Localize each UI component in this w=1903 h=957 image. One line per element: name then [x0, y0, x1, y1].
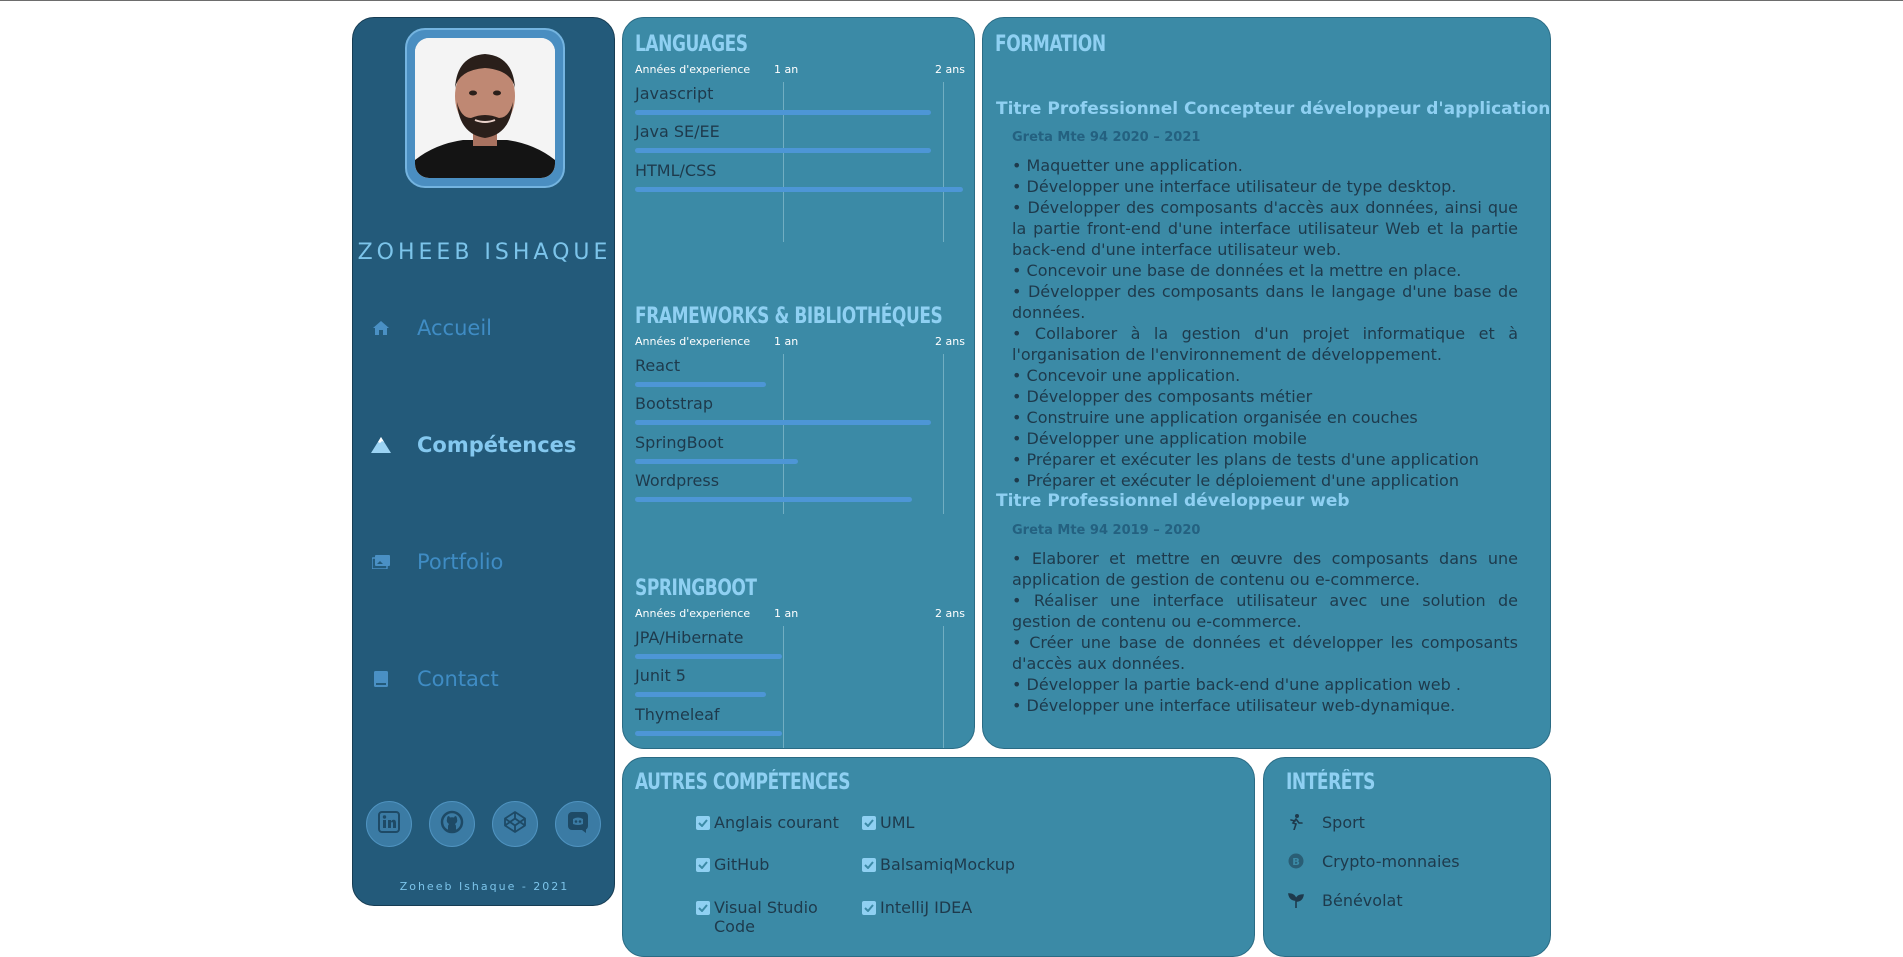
formation-skill-item: • Construire une application organisée en couches	[1012, 408, 1418, 427]
formation-skill-item: • Développer une interface utilisateur web-dynamique.	[1012, 696, 1456, 715]
formation-skill-item: • Développer une application mobile	[1012, 429, 1307, 448]
other-skill-item: Anglais courant	[696, 813, 856, 832]
axis-tick-2: 2 ans	[935, 335, 965, 348]
skill-label: HTML/CSS	[635, 161, 717, 180]
skill-bar	[635, 382, 766, 387]
codepen-button[interactable]	[492, 801, 538, 847]
formation-title: FORMATION	[995, 32, 1106, 57]
axis-label-years: Années d'experience	[635, 63, 751, 76]
formation-skill-item: • Développer une interface utilisateur de type desktop.	[1012, 177, 1457, 196]
axis-tick-2: 2 ans	[935, 63, 965, 76]
axis-tick-1: 1 an	[774, 63, 799, 76]
skill-label: Javascript	[635, 84, 714, 103]
year-gridline	[943, 626, 944, 749]
check-icon	[696, 816, 710, 830]
check-icon	[862, 858, 876, 872]
profile-photo	[415, 38, 555, 178]
skill-bar	[635, 187, 963, 192]
linkedin-button[interactable]	[366, 801, 412, 847]
codepen-icon	[503, 810, 527, 838]
check-icon	[862, 816, 876, 830]
frameworks-title: FRAMEWORKS & BIBLIOTHÉQUES	[635, 304, 943, 329]
formation-skill-list	[1012, 155, 1518, 491]
book-icon	[371, 669, 391, 689]
skill-label: Thymeleaf	[635, 705, 720, 724]
profile-name: ZOHEEB ISHAQUE	[357, 240, 612, 265]
formation-entry-school: Greta Mte 94 2019 – 2020	[1012, 523, 1201, 538]
check-icon	[696, 858, 710, 872]
formation-skill-item: • Concevoir une base de données et la mettre en place.	[1012, 261, 1462, 280]
axis-tick-1: 1 an	[774, 335, 799, 348]
other-skills-card	[622, 757, 1255, 957]
nav-accueil[interactable]	[371, 308, 601, 348]
skill-label: Bootstrap	[635, 394, 713, 413]
running-icon	[1286, 812, 1306, 832]
formation-skill-item: • Créer une base de données et développer les composants d'accès aux données.	[1012, 633, 1518, 673]
skills-card	[622, 17, 975, 749]
other-skills-title: AUTRES COMPÉTENCES	[635, 770, 851, 795]
formation-card	[982, 17, 1551, 749]
sidebar	[352, 17, 615, 906]
formation-skill-item: • Réaliser une interface utilisateur avec une solution de gestion de contenu ou e-commerce.	[1012, 591, 1518, 631]
formation-skill-item: • Développer la partie back-end d'une application web .	[1012, 675, 1461, 694]
other-skill-item: IntelliJ IDEA	[862, 898, 1042, 917]
skill-bar	[635, 692, 766, 697]
footer-text: Zoheeb Ishaque - 2021	[399, 880, 570, 893]
discord-button[interactable]	[555, 801, 601, 847]
year-gridline	[783, 354, 784, 514]
skill-label: Wordpress	[635, 471, 720, 490]
formation-skill-item: • Développer des composants métier	[1012, 387, 1313, 406]
languages-title: LANGUAGES	[635, 32, 748, 57]
nav-contact[interactable]	[371, 659, 601, 699]
formation-skill-item: • Développer des composants d'accès aux données, ainsi que la partie front-end d'une interface utilisateur Web et la partie back-end d'une interface utilisateur web.	[1012, 198, 1518, 259]
discord-icon	[566, 810, 590, 838]
skill-bar	[635, 731, 782, 736]
skill-bar	[635, 497, 912, 502]
axis-tick-2: 2 ans	[935, 607, 965, 620]
bitcoin-icon	[1286, 851, 1306, 871]
top-border	[0, 0, 1903, 1]
nav-label: Contact	[417, 667, 499, 691]
seedling-icon	[1286, 890, 1306, 910]
nav-portfolio[interactable]	[371, 542, 601, 582]
formation-skill-item: • Concevoir une application.	[1012, 366, 1241, 385]
skill-bar	[635, 420, 931, 425]
formation-entry-title: Titre Professionnel Concepteur développeur d'application	[996, 99, 1551, 119]
other-skill-item: UML	[862, 813, 1042, 832]
formation-entry-school: Greta Mte 94 2020 – 2021	[1012, 130, 1201, 145]
year-gridline	[783, 82, 784, 242]
check-icon	[696, 901, 710, 915]
skill-label: Java SE/EE	[635, 122, 720, 141]
skill-bar	[635, 110, 931, 115]
svg-text:B: B	[1292, 857, 1300, 868]
formation-skill-item: • Collaborer à la gestion d'un projet informatique et à l'organisation de l'environnement de développement.	[1012, 324, 1518, 364]
interest-item: Sport	[1286, 812, 1365, 832]
nav-label: Compétences	[417, 433, 577, 457]
skill-label: SpringBoot	[635, 433, 724, 452]
axis-label-years: Années d'experience	[635, 607, 751, 620]
skill-bar	[635, 654, 782, 659]
github-icon	[440, 810, 464, 838]
axis-label-years: Années d'experience	[635, 335, 751, 348]
formation-skill-item: • Maquetter une application.	[1012, 156, 1243, 175]
other-skill-item: Visual Studio Code	[696, 898, 836, 936]
skill-label: JPA/Hibernate	[635, 628, 744, 647]
nav-competences[interactable]	[371, 425, 601, 465]
formation-skill-item: • Développer des composants dans le langage d'une base de données.	[1012, 282, 1518, 322]
nav-label: Accueil	[417, 316, 492, 340]
formation-skill-item: • Elaborer et mettre en œuvre des composants dans une application de gestion de contenu ou e-commerce.	[1012, 549, 1518, 589]
formation-skill-item: • Préparer et exécuter le déploiement d'une application	[1012, 471, 1459, 490]
year-gridline	[783, 626, 784, 749]
github-button[interactable]	[429, 801, 475, 847]
mountain-icon	[371, 435, 391, 455]
other-skill-item: BalsamiqMockup	[862, 855, 1042, 874]
axis-tick-1: 1 an	[774, 607, 799, 620]
check-icon	[862, 901, 876, 915]
formation-skill-item: • Préparer et exécuter les plans de tests d'une application	[1012, 450, 1479, 469]
year-gridline	[943, 354, 944, 514]
year-gridline	[943, 82, 944, 242]
interests-title: INTÉRÊTS	[1286, 770, 1375, 795]
skill-bar	[635, 148, 931, 153]
springboot-title: SPRINGBOOT	[635, 576, 757, 601]
interest-item: Bénévolat	[1286, 890, 1403, 910]
skill-label: Junit 5	[635, 666, 686, 685]
formation-entry-title: Titre Professionnel développeur web	[996, 491, 1350, 511]
interests-card	[1263, 757, 1551, 957]
images-icon	[371, 552, 391, 572]
skill-label: React	[635, 356, 681, 375]
home-icon	[371, 318, 391, 338]
nav-label: Portfolio	[417, 550, 504, 574]
formation-skill-list	[1012, 548, 1518, 716]
linkedin-icon	[378, 811, 400, 837]
other-skill-item: GitHub	[696, 855, 856, 874]
profile-photo-frame	[405, 28, 565, 188]
interest-item: B Crypto-monnaies	[1286, 851, 1460, 871]
skill-bar	[635, 459, 798, 464]
